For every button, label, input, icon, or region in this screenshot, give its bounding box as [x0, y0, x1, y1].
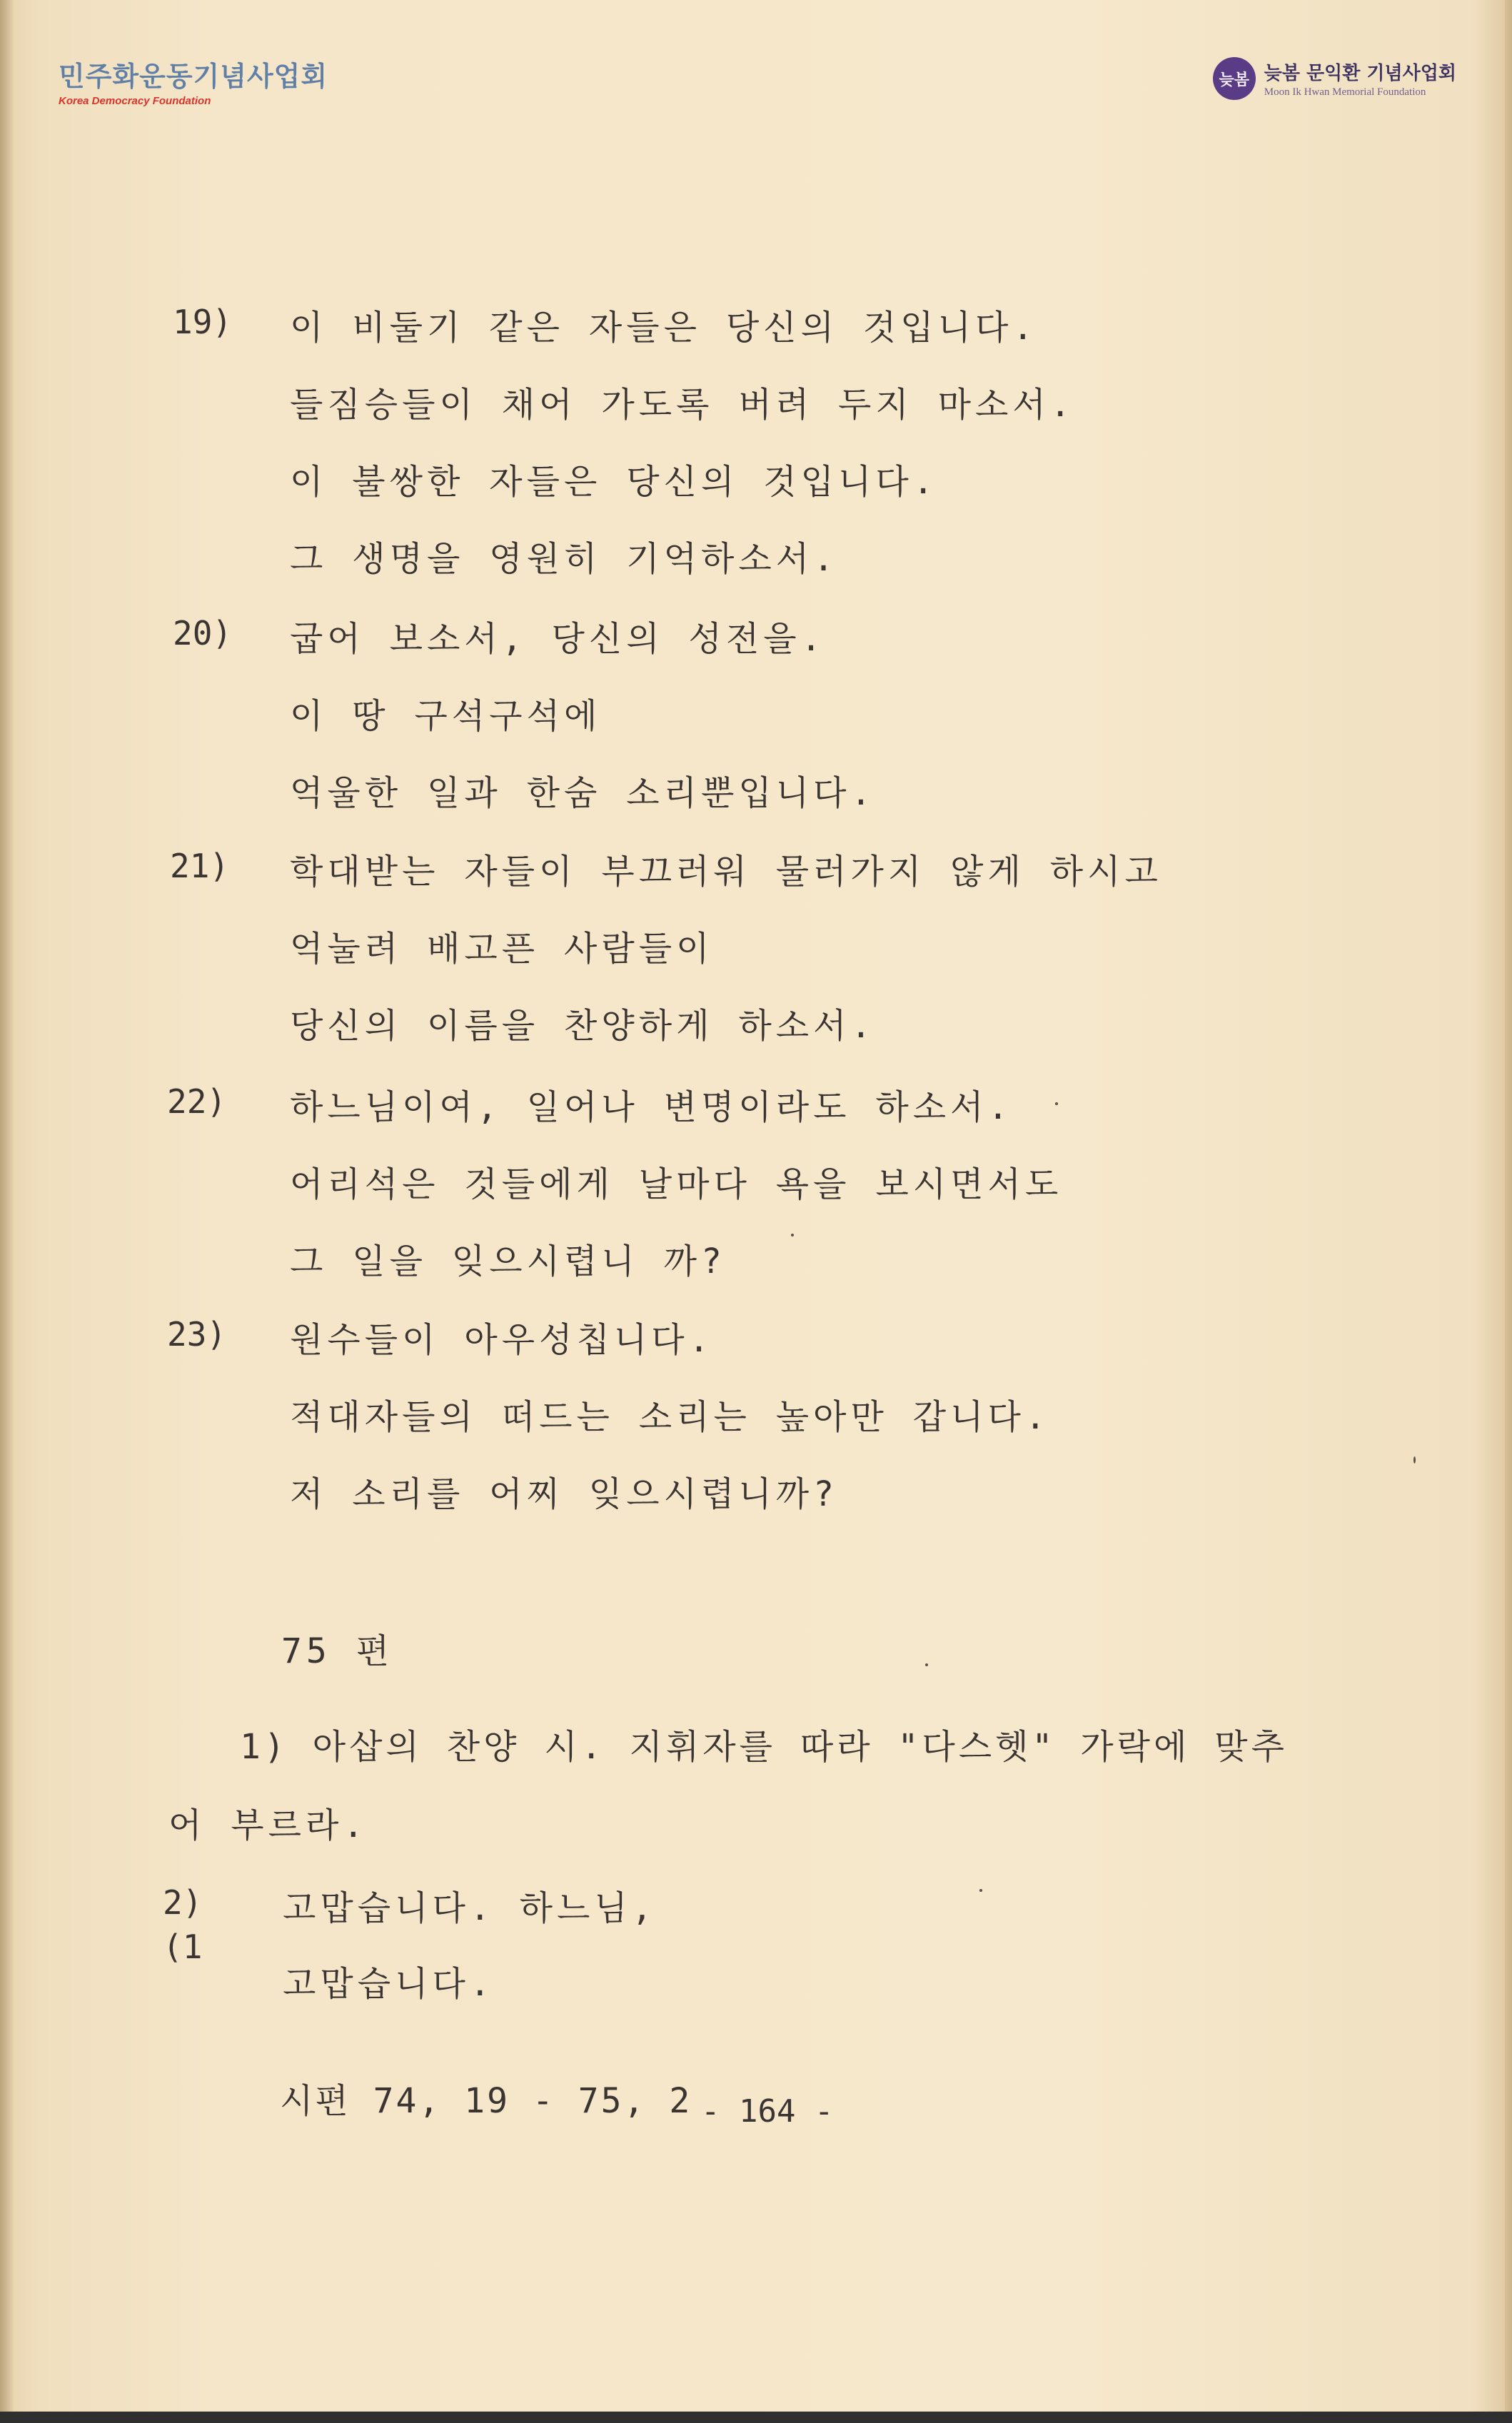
page-number: - 164 - [701, 2093, 834, 2130]
verse-line: 고맙습니다. 하느님, [283, 1888, 657, 1928]
paper-speck [925, 1663, 928, 1666]
page-edge-right [1505, 0, 1512, 2423]
logo-left-english: Korea Democracy Foundation [59, 95, 211, 107]
verse-line: 고맙습니다. [283, 1964, 495, 2004]
paper-speck [1413, 1456, 1416, 1464]
verse-line: 이 땅 구석구석에 [290, 696, 602, 736]
verse-number: 21) [170, 847, 230, 885]
psalm-intro-line: 어 부르라. [168, 1805, 368, 1845]
verse-number: 19) [173, 303, 233, 341]
scripture-reference: 시편 74, 19 - 75, 2 [280, 2081, 692, 2121]
verse-line: 원수들이 아우성칩니다. [290, 1320, 714, 1360]
verse-number: 2) [163, 1883, 203, 1922]
verse-number-sub: (1 [163, 1928, 203, 1966]
seal-icon [1213, 57, 1256, 100]
verse-line: 학대받는 자들이 부끄러워 물러가지 않게 하시고 [290, 852, 1162, 892]
seal-text: 늦봄 [1219, 70, 1249, 89]
logo-left-korean: 민주화운동기념사업회 [59, 60, 328, 92]
verse-line: 이 불쌍한 자들은 당신의 것입니다. [290, 462, 938, 502]
verse-number: 20) [173, 614, 233, 653]
scan-border [0, 2412, 1512, 2423]
logo-right-english: Moon Ik Hwan Memorial Foundation [1264, 86, 1426, 98]
verse-line: 하느님이여, 일어나 변명이라도 하소서. [290, 1087, 1013, 1127]
verse-number: 23) [167, 1315, 227, 1354]
verse-line: 억눌려 배고픈 사람들이 [290, 929, 714, 969]
page-edge [0, 0, 13, 2423]
verse-line: 당신의 이름을 찬양하게 하소서. [290, 1006, 876, 1046]
korea-democracy-foundation-logo [59, 54, 328, 107]
verse-line: 저 소리를 어찌 잊으시렵니까? [290, 1474, 839, 1514]
logo-right-korean: 늦봄 문익환 기념사업회 [1264, 63, 1456, 84]
paper-speck [979, 1889, 982, 1892]
verse-line: 그 일을 잊으시렵니 까? [290, 1241, 726, 1281]
verse-number: 22) [167, 1082, 227, 1121]
paper-speck [791, 1234, 794, 1236]
verse-line: 억울한 일과 한숨 소리뿐입니다. [290, 773, 876, 813]
psalm-title: 75 편 [281, 1631, 394, 1671]
verse-line: 적대자들의 떠드는 소리는 높아만 갑니다. [290, 1397, 1050, 1437]
verse-line: 굽어 보소서, 당신의 성전을. [290, 619, 826, 659]
psalm-intro-line: 1) 아삽의 찬양 시. 지휘자를 따라 "다스헷" 가락에 맞추 [240, 1727, 1289, 1767]
verse-line: 어리석은 것들에게 날마다 욕을 보시면서도 [290, 1164, 1063, 1204]
verse-line: 들짐승들이 채어 가도록 버려 두지 마소서. [290, 385, 1075, 425]
moon-ik-hwan-foundation-logo [1213, 57, 1456, 100]
paper-speck [1055, 1102, 1058, 1105]
verse-line: 이 비둘기 같은 자들은 당신의 것입니다. [290, 308, 1038, 348]
verse-line: 그 생명을 영원히 기억하소서. [290, 539, 839, 579]
